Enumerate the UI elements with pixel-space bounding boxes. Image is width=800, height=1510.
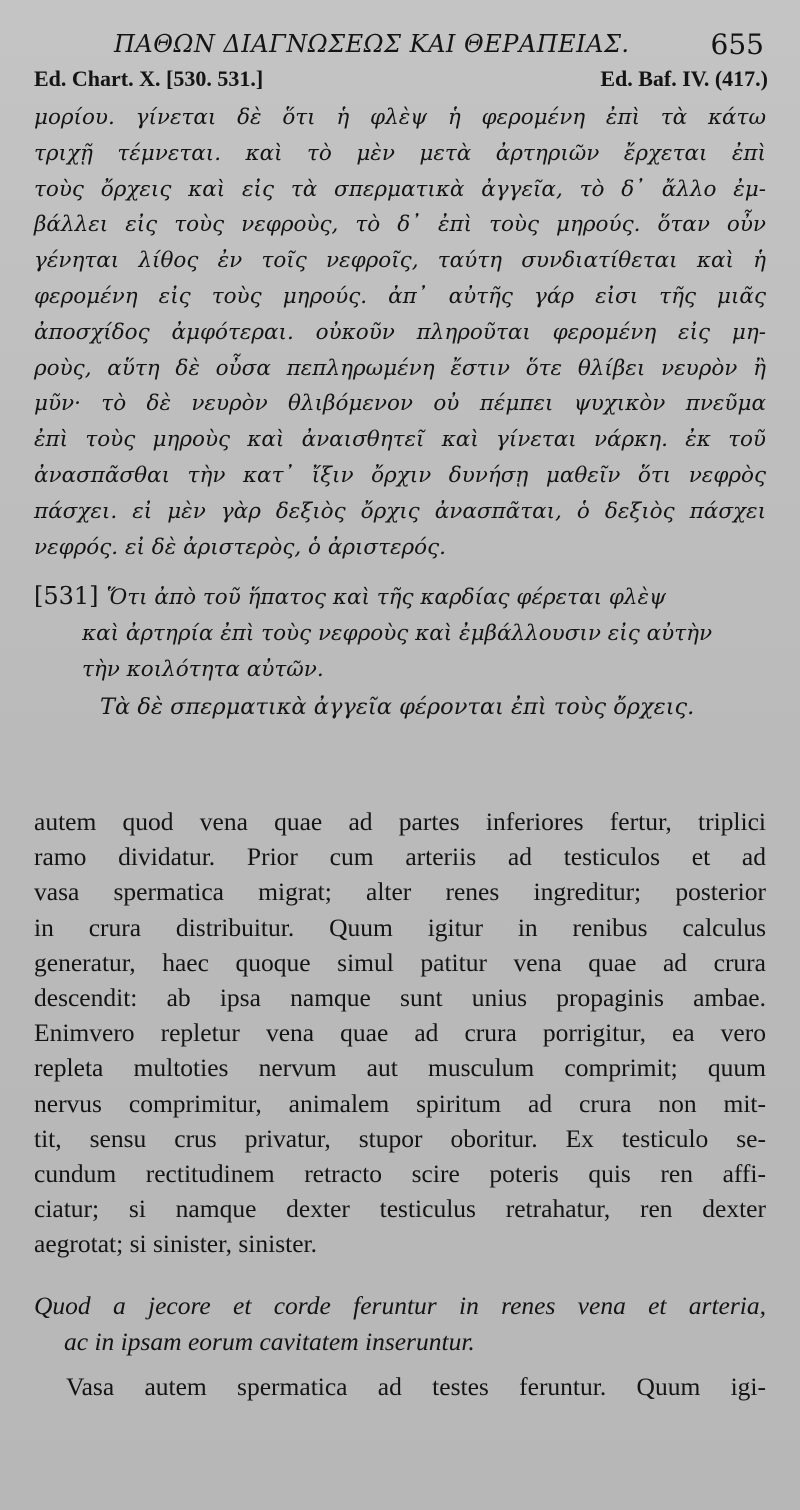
greek-line: ἀνασπᾶσθαι τὴν κατ᾽ ἴξιν ὄρχιν δυνήσῃ μαθεῖν ὅτι νεφρὸς bbox=[34, 462, 766, 488]
latin-line: ramo dividatur. Prior cum arteriis ad testiculos et ad bbox=[34, 842, 766, 872]
latin-heading-line: Quod a jecore et corde feruntur in renes vena et arteria, bbox=[34, 1291, 766, 1320]
latin-line: cundum rectitudinem retracto scire poteris quis ren affi- bbox=[34, 1159, 766, 1189]
latin-line: generatur, haec quoque simul patitur vena quae ad crura bbox=[34, 947, 766, 977]
latin-line: repleta multoties nervum aut musculum comprimit; quum bbox=[34, 1053, 766, 1083]
greek-heading-line: καὶ ἀρτηρία ἐπὶ τοὺς νεφροὺς καὶ ἐμβάλλουσιν εἰς αὐτὴν bbox=[82, 621, 713, 646]
latin-line: tit, sensu crus privatur, stupor oboritur. Ex testiculo se- bbox=[34, 1123, 766, 1153]
page-number: 655 bbox=[710, 28, 764, 61]
latin-paragraph bbox=[34, 804, 766, 1262]
latin-line: Enimvero repletur vena quae ad crura porrigitur, ea vero bbox=[34, 1018, 766, 1048]
latin-section-heading bbox=[34, 1288, 766, 1360]
latin-final-line: Vasa autem spermatica ad testes feruntur. Quum igi- bbox=[66, 1372, 766, 1401]
greek-heading-text: Ὅτι ἀπὸ τοῦ ἥπατος καὶ τῆς καρδίας φέρεται φλὲψ bbox=[106, 585, 666, 610]
greek-line: γένηται λίθος ἐν τοῖς νεφροῖς, ταύτη συνδιατίθεται καὶ ἡ bbox=[34, 248, 766, 274]
running-title: ΠΑΘΩΝ ΔΙΑΓΝΩΣΕΩΣ ΚΑΙ ΘΕΡΑΠΕΙΑΣ. bbox=[114, 30, 630, 58]
greek-heading-line bbox=[34, 578, 766, 616]
greek-line: μορίου. γίνεται δὲ ὅτι ἡ φλὲψ ἡ φερομένη ἐπὶ τὰ κάτω bbox=[34, 105, 766, 130]
edition-chartier-reference: Ed. Chart. X. [530. 531.] bbox=[34, 66, 264, 91]
greek-paragraph bbox=[34, 100, 766, 565]
greek-spermatic-line: Τὰ δὲ σπερματικὰ ἀγγεῖα φέρονται ἐπὶ τοὺς ὄρχεις. bbox=[100, 694, 695, 720]
greek-line: νεφρός. εἰ δὲ ἀριστερὸς, ὁ ἀριστερός. bbox=[34, 534, 446, 560]
latin-heading-line: ac in ipsam eorum cavitatem inseruntur. bbox=[64, 1327, 475, 1356]
greek-line: τοὺς ὄρχεις καὶ εἰς τὰ σπερματικὰ ἀγγεῖα, τὸ δ᾽ ἄλλο ἐμ- bbox=[34, 176, 766, 202]
greek-line: ἀποσχίδος ἀμφότεραι. οὐκοῦν πληροῦται φερομένη εἰς μη- bbox=[34, 319, 766, 345]
section-number: [531] bbox=[34, 582, 99, 610]
greek-heading-line: τὴν κοιλότητα αὐτῶν. bbox=[82, 657, 324, 682]
latin-line: autem quod vena quae ad partes inferiores fertur, triplici bbox=[34, 807, 766, 836]
greek-line: ροὺς, αὕτη δὲ οὖσα πεπληρωμένη ἔστιν ὅτε θλίβει νευρὸν ἢ bbox=[34, 355, 766, 381]
latin-line: nervus comprimitur, animalem spiritum ad crura non mit- bbox=[34, 1088, 766, 1118]
latin-line: in crura distribuitur. Quum igitur in renibus calculus bbox=[34, 912, 766, 942]
latin-line: vasa spermatica migrat; alter renes ingreditur; posterior bbox=[34, 877, 766, 907]
greek-line: πάσχει. εἰ μὲν γὰρ δεξιὸς ὄρχις ἀνασπᾶται, ὁ δεξιὸς πάσχει bbox=[34, 498, 766, 524]
greek-section-531-heading bbox=[34, 578, 766, 688]
greek-line: φερομένη εἰς τοὺς μηρούς. ἀπ᾽ αὐτῆς γάρ εἰσι τῆς μιᾶς bbox=[34, 283, 766, 309]
running-head bbox=[34, 28, 768, 68]
edition-reference-line bbox=[34, 66, 768, 96]
greek-line: τριχῇ τέμνεται. καὶ τὸ μὲν μετὰ ἀρτηριῶν ἔρχεται ἐπὶ bbox=[34, 140, 766, 166]
edition-basel-reference: Ed. Baf. IV. (417.) bbox=[600, 66, 768, 91]
greek-line: μῦν· τὸ δὲ νευρὸν θλιβόμενον οὐ πέμπει ψυχικὸν πνεῦμα bbox=[34, 391, 766, 417]
greek-line: ἐπὶ τοὺς μηροὺς καὶ ἀναισθητεῖ καὶ γίνεται νάρκη. ἐκ τοῦ bbox=[34, 427, 766, 453]
latin-line: ciatur; si namque dexter testiculus retrahatur, ren dexter bbox=[34, 1194, 766, 1224]
greek-line: βάλλει εἰς τοὺς νεφροὺς, τὸ δ᾽ ἐπὶ τοὺς μηρούς. ὅταν οὖν bbox=[34, 212, 766, 238]
latin-line: aegrotat; si sinister, sinister. bbox=[34, 1229, 317, 1259]
latin-line: descendit: ab ipsa namque sunt unius propaginis ambae. bbox=[34, 983, 766, 1013]
